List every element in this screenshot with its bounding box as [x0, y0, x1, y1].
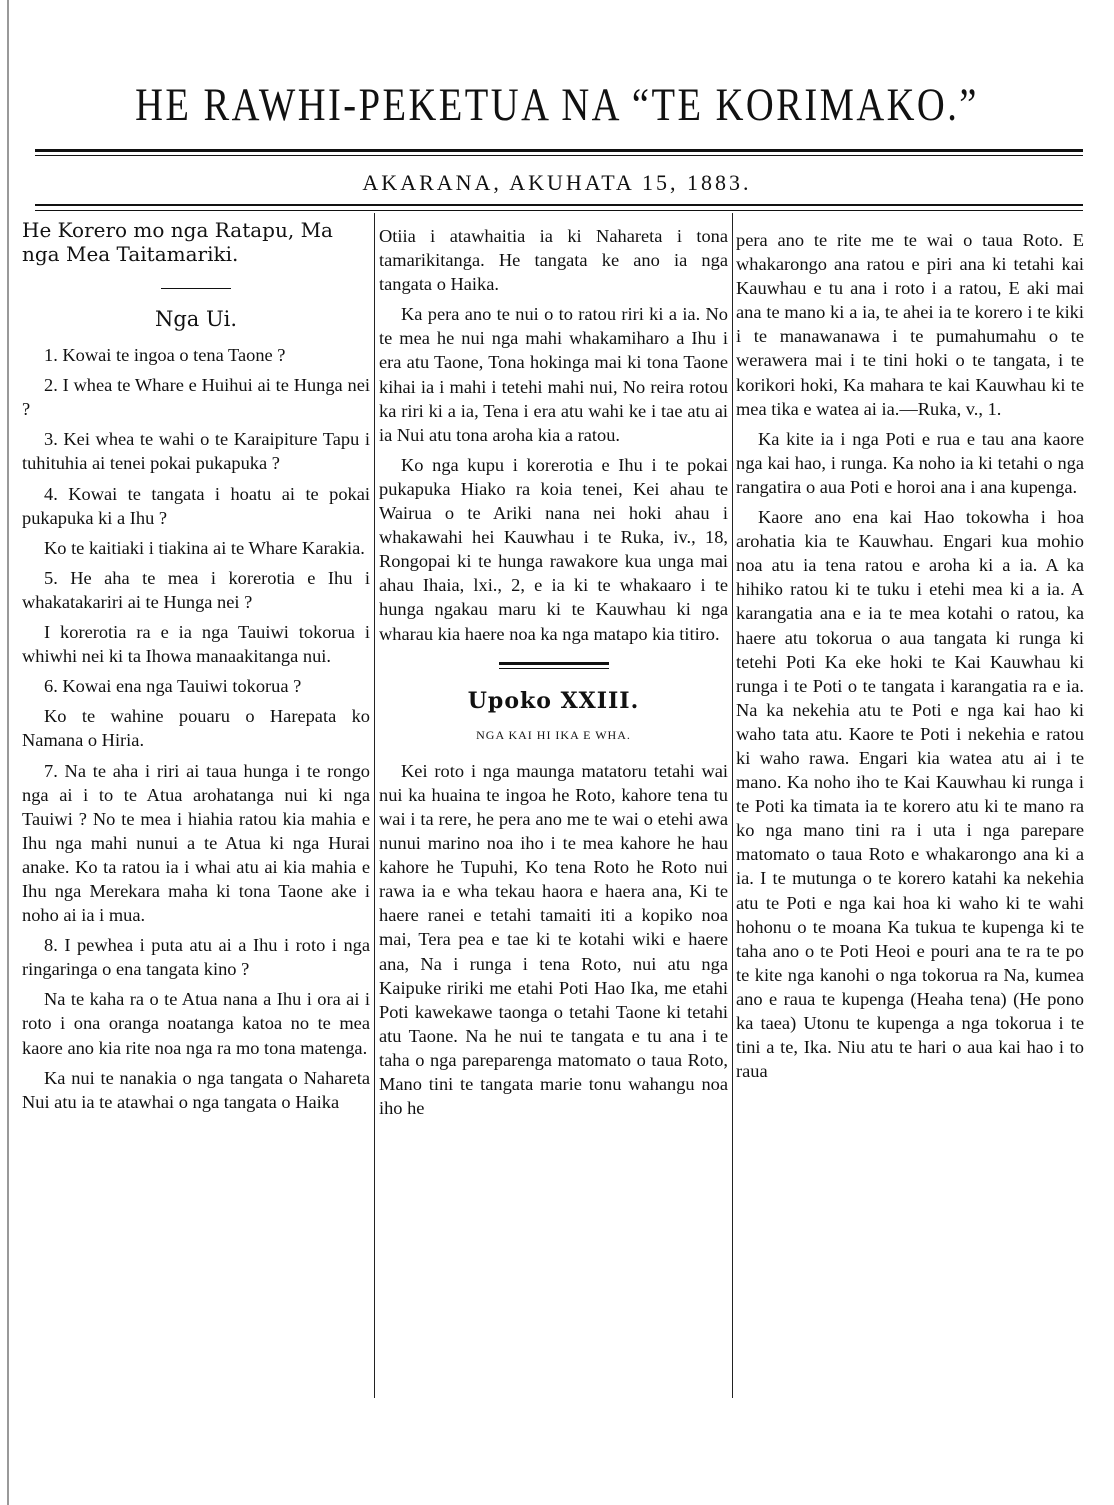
answer-paragraph: Ka nui te nanakia o nga tangata o Nahareta Nui atu ia te atawhai o nga tangata o Haika [22, 1067, 370, 1112]
chapter-subtitle: NGA KAI HI IKA E WHA. [476, 727, 631, 742]
answer-paragraph: Ko te kaitiaki i tiakina ai te Whare Karakia. [44, 537, 365, 558]
body-paragraph: Ka kite ia i nga Poti e rua e tau ana kaore nga kai hao, i runga. Ka noho ia ki tetahi o nga rangatira o aua Poti e horoi ana i ana kupenga. [736, 428, 1084, 497]
question-paragraph: 6. Kowai ena nga Tauiwi tokorua ? [44, 676, 302, 697]
page-edge-line [7, 0, 9, 1505]
masthead-rule-thin [35, 155, 1083, 156]
answer-paragraph: I korerotia ra e ia nga Tauiwi tokorua i whiwhi nei ki ta Ihowa manaakitanga nui. [22, 622, 370, 667]
column-divider-1 [374, 213, 375, 1398]
question-paragraph: 4. Kowai te tangata i hoatu ai te pokai pukapuka ki a Ihu ? [22, 483, 370, 528]
masthead-rule-thick [35, 149, 1083, 152]
dateline-rule-thin [35, 210, 1083, 211]
masthead-title: HE RAWHI-PEKETUA NA “TE KORIMAKO.” [135, 79, 979, 131]
chapter-heading: Upoko XXIII. [467, 687, 640, 714]
column-3 [736, 228, 1084, 1089]
question-paragraph: 1. Kowai te ingoa o tena Taone ? [44, 345, 286, 366]
short-rule [161, 288, 231, 289]
body-paragraph: pera ano te rite me te wai o taua Roto. E whakarongo ana ratou e piri ana ki tetahi kai Kauwhau e tu ana i roto i a ratou, E aki mai ana te mano ki a ia, te ahei ia te korero i te kiki i te manawanawa i te pumahumahu o te werawera mai i te tini hoki o te tangata, i te korikori hoki, Ka mahara te kai Kauwhau ki te mea tika e watea ai ia.—Ruka, v., 1. [736, 230, 1084, 419]
body-paragraph: Ka pera ano te nui o to ratou riri ki a ia. No te mea he nui nga mahi whakamiharo a Ihu i era atu Taone, Tona hokinga mai ki tona Taone kihai ia i mahi i tetehi mahi nui, No reira rotou ka riri ki a ia, Tena i era atu wahi ke i tae atu ai ia Nui atu tona aroha kia a ratou. [379, 304, 728, 445]
dateline-rule-thick [35, 204, 1083, 206]
body-paragraph: Otiia i atawhaitia ia ki Nahareta i tona tamarikitanga. He tangata ke ano ia nga tangata o Haika. [379, 226, 728, 295]
question-paragraph: 7. Na te aha i riri ai taua hunga i te rongo nga ai i to te Atua arohatanga nui ki nga Tauiwi ? No te mea i hiahia ratou kia mahia e Ihu nga mahi nunui a te Atua ki nga Hurai anake. Ko ta ratou ia i whai atu ai kia mahia e Ihu nga Merekara maha ki tona Taone ake i noho ai ia i mua. [22, 760, 370, 926]
subheading: Nga Ui. [154, 307, 238, 331]
column-1 [22, 218, 370, 1120]
body-paragraph: Ko nga kupu i korerotia e Ihu i te pokai pukapuka Hiako ra koia tenei, Kei ahau te Wairua o te Ariki nana nei hoki ahau i whakawahi hei Kauwhau i te Ruka, iv., 18, Rongopai ki te hunga rawakore kua unga mai ahau Ihaia, lxi., 2, e ia ki te whakaaro i te hunga ngakau maru ki te Kauwhau ki nga wharau kia haere noa ka nga matapo kia titiro. [379, 454, 728, 644]
body-paragraph: Kei roto i nga maunga matatoru tetahi wai nui ka huaina te ingoa he Roto, kahore tena tu wai i ta rere, he pera ano me te wai o etehi awa nunui marino noa iho i te mea kahore he hau kahore he Tupuhi, Ko tena Roto he Roto nui rawa ia e wha tekau haora e haera ana, Ki te haere ranei e tetahi tamaiti iti a kopiko noa mai, Tera pea e tae ki te kotahi wiki e haere ana, Na i runga i tena Roto, nui atu nga Kaipuke ririki me etahi Poti Hao Ika, me etahi Poti kawekawe taonga o tetahi Taone ki tetahi atu Taone. Na he nui te tangata e tu ana i te taha o nga pareparenga matomato o taua Roto, Mano tini te tangata marie tonu wahangu noa iho he [379, 760, 728, 1119]
section-heading: He Korero mo nga Ratapu, Ma nga Mea Taitamariki. [22, 218, 333, 266]
question-paragraph: 3. Kei whea te wahi o te Karaipiture Tapu i tuhituhia ai tenei pokai pukapuka ? [22, 429, 370, 474]
question-paragraph: 8. I pewhea i puta atu ai a Ihu i roto i nga ringaringa o ena tangata kino ? [22, 935, 370, 980]
column-2 [379, 224, 728, 1126]
column-divider-2 [732, 213, 733, 1398]
answer-paragraph: Na te kaha ra o te Atua nana a Ihu i ora ai i roto i ona oranga noatanga katoa no te mea kaore ano kia rite noa nga ra mo tona matenga. [22, 989, 370, 1058]
dateline: AKARANA, AKUHATA 15, 1883. [362, 170, 752, 195]
answer-paragraph: Ko te wahine pouaru o Harepata ko Namana o Hiria. [22, 706, 370, 751]
question-paragraph: 2. I whea te Whare e Huihui ai te Hunga nei ? [22, 375, 370, 420]
body-paragraph: Kaore ano ena kai Hao tokowha i hoa arohatia kia te Kauwhau. Engari kua mohio noa atu ia tena ratou e aroha ki a ia. A ka hihiko ratou ki te tuku i etehi mea ki a ia. A karangatia ana e ia te mea kotahi o ratou, ka haere atu tokorua o aua tangata ki runga ki tetehi Poti Ka eke hoki te Kai Kauwhau ki runga i te Poti o te tangata i karangatia ra e ia. Na ka nekehia atu te Poti e nga kai hao ki waho tata atu. Kaore te Poti i nekehia e ratou ki waho rawa. Engari kia watea atu ai i te mano. Ka noho iho te Kai Kauwhau ki runga i te Poti ka timata ia te korero atu ki te mano ra ko nga mano tini ra i uta i nga parepare matomato o taua Roto e whakarongo ana ki a ia. I te mutunga o te korero katahi ka nekehia atu te Poti e nga kai hoa ki waho ki te wahi hohonu o te moana Ka tukua te kupenga ki te taha ano o te Poti Heoi e pouri ana te ra te po te kite nga kanohi o nga tokorua ra Na, kumea ano e raua te kupenga (Heaha tena) (He pono ka taea) Utonu te kupenga a nga tokorua i te tini a te, Ika. Niu atu te hari o aua kai hao i to raua [736, 507, 1084, 1082]
question-paragraph: 5. He aha te mea i korerotia e Ihu i whakatakariri ai te Hunga nei ? [22, 567, 370, 612]
double-rule [499, 662, 609, 669]
